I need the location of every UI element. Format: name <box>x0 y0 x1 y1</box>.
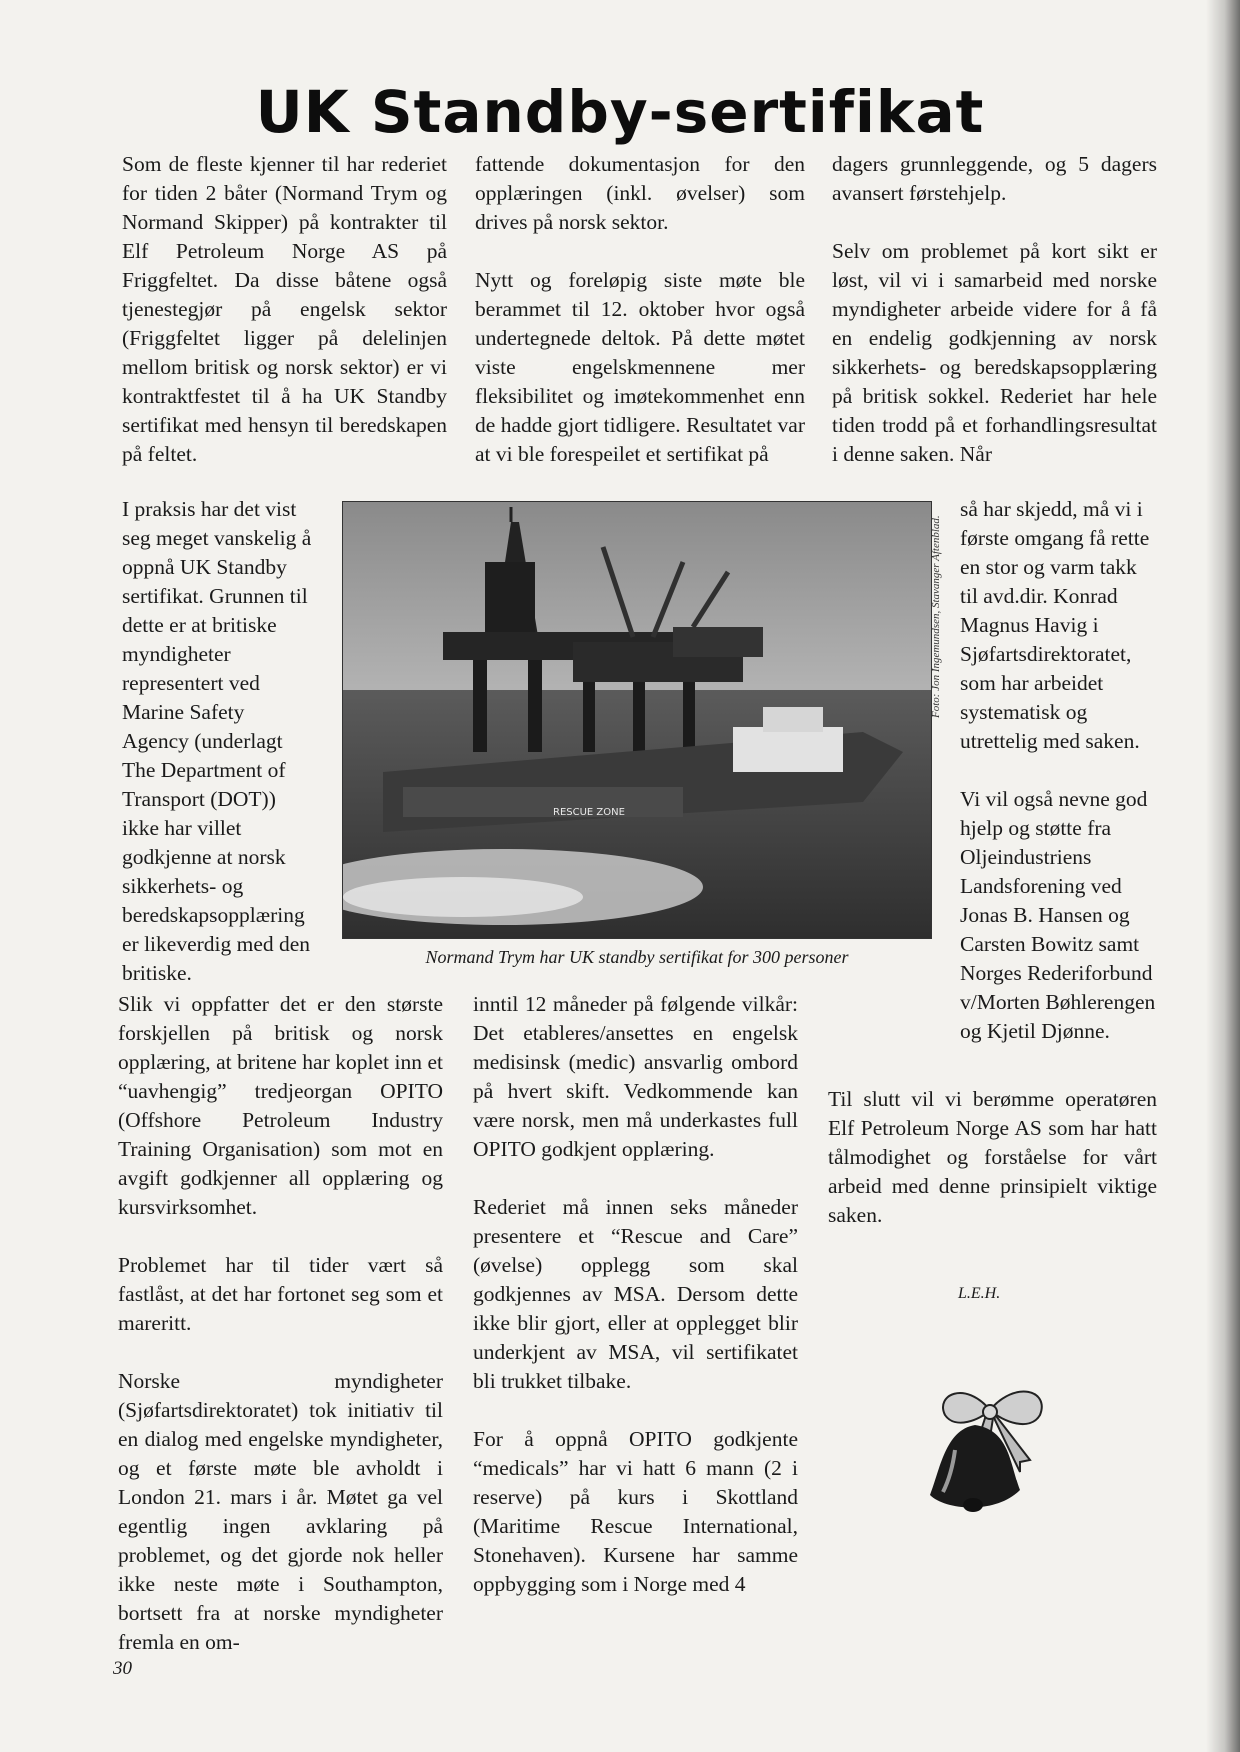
paragraph: Norske myndigheter (Sjøfartsdirektoratet) tok initiativ til en dialog med engelske myndigheter, og et første møte ble avholdt i London 21. mars i år. Møtet ga vel egentlig ingen avklaring på problemet, og det gjorde nok heller ikke neste møte i Southampton, bortsett fra at norske myndigheter fremla en om- <box>118 1369 443 1654</box>
paragraph: Vi vil også nevne god hjelp og støtte fra Oljeindustriens Landsforening ved Jonas B. Hansen og Carsten Bowitz samt Norges Rederiforbund v/Morten Bøhlerengen og Kjetil Djønne. <box>960 787 1156 1043</box>
paragraph: fattende dokumentasjon for den opplæringen (inkl. øvelser) som drives på norsk sektor. <box>475 152 805 234</box>
paragraph: Nytt og foreløpig siste møte ble berammet til 12. oktober hvor også undertegnede deltok. På dette møtet viste engelskmennene mer fleksibilitet og imøtekommenhet enn de hadde gjort tidligere. Resultatet var at vi ble forespeilet et sertifikat på <box>475 268 805 466</box>
oil-platform-photo <box>342 501 932 939</box>
paragraph: Rederiet må innen seks måneder presentere et “Rescue and Care” (øvelse) opplegg som skal godkjennes av MSA. Dersom dette ikke blir gjort, eller at opplegget blir underkjent av MSA, vil sertifikatet bli trukket tilbake. <box>473 1195 798 1393</box>
christmas-bell-icon <box>915 1370 1065 1540</box>
column-1-top <box>122 150 447 469</box>
photo-caption: Normand Trym har UK standby sertifikat for 300 personer <box>425 947 849 967</box>
paragraph: så har skjedd, må vi i første omgang få rette en stor og varm takk til avd.dir. Konrad Magnus Havig i Sjøfartsdirektoratet, som har arbeidet systematisk og utrettelig med saken. <box>960 497 1150 753</box>
paragraph: Slik vi oppfatter det er den største forskjellen på britisk og norsk opplæring, at britene har koplet inn et “uavhengig” tredjeorgan OPITO (Offshore Petroleum Industry Training Organisation) som mot en avgift godkjenner all opplæring og kursvirksomhet. <box>118 992 443 1219</box>
paragraph: Som de fleste kjenner til har rederiet for tiden 2 båter (Normand Trym og Normand Skipper) på kontrakter til Elf Petroleum Norge AS på Friggfeltet. Da disse båtene også tjenestegjør på engelsk sektor (Friggfeltet ligger på delelinjen mellom britisk og norsk sektor) er vi kontraktfestet til å ha UK Standby sertifikat med hensyn til beredskapen på feltet. <box>122 152 447 466</box>
page-number: 30 <box>113 1658 132 1679</box>
column-3-top <box>832 150 1157 469</box>
column-2-bottom <box>473 990 798 1599</box>
author-signature: L.E.H. <box>958 1285 1001 1302</box>
column-1-bottom <box>118 990 443 1657</box>
paragraph: Problemet har til tider vært så fastlåst, at det har fortonet seg som et mareritt. <box>118 1253 443 1335</box>
paragraph: inntil 12 måneder på følgende vilkår: Det etableres/ansettes en engelsk medisinsk (medic) ansvarlig ombord på hvert skift. Vedkommende kan være norsk, men må underkastes full OPITO godkjent opplæring. <box>473 992 798 1161</box>
paragraph: I praksis har det vist seg meget vanskelig å oppnå UK Standby sertifikat. Grunnen til dette er at britiske myndigheter representert ved Marine Safety Agency (underlagt The Department of Transport (DOT)) ikke har villet godkjenne at norsk sikkerhets- og beredskapsopplæring er likeverdig med den britiske. <box>122 497 312 985</box>
hull-text: RESCUE ZONE <box>553 807 625 818</box>
column-3-bottom <box>828 1085 1157 1230</box>
paragraph: Til slutt vil vi berømme operatøren Elf Petroleum Norge AS som har hatt tålmodighet og forståelse for vårt arbeid med denne prinsipielt viktige saken. <box>828 1087 1157 1227</box>
paragraph: Selv om problemet på kort sikt er løst, vil vi i samarbeid med norske myndigheter arbeide videre for å få en endelig godkjenning av norsk sikkerhets- og beredskapsopplæring på britisk sokkel. Rederiet har hele tiden trodd på et forhandlingsresultat i denne saken. Når <box>832 239 1157 466</box>
article-title: UK Standby-sertifikat <box>255 78 985 146</box>
paragraph: For å oppnå OPITO godkjente “medicals” har vi hatt 6 mann (2 i reserve) på kurs i Skottland (Maritime Rescue International, Stonehaven). Kursene har samme oppbygging som i Norge med 4 <box>473 1427 798 1596</box>
paragraph: dagers grunnleggende, og 5 dagers avansert førstehjelp. <box>832 152 1157 205</box>
photo-credit: Foto: Jon Ingemundsen, Stavanger Aftenblad. <box>930 515 942 718</box>
column-1-wrap <box>122 495 312 988</box>
column-2-top <box>475 150 805 469</box>
column-3-wrap <box>960 495 1157 1046</box>
book-spine-shadow <box>1206 0 1240 1752</box>
